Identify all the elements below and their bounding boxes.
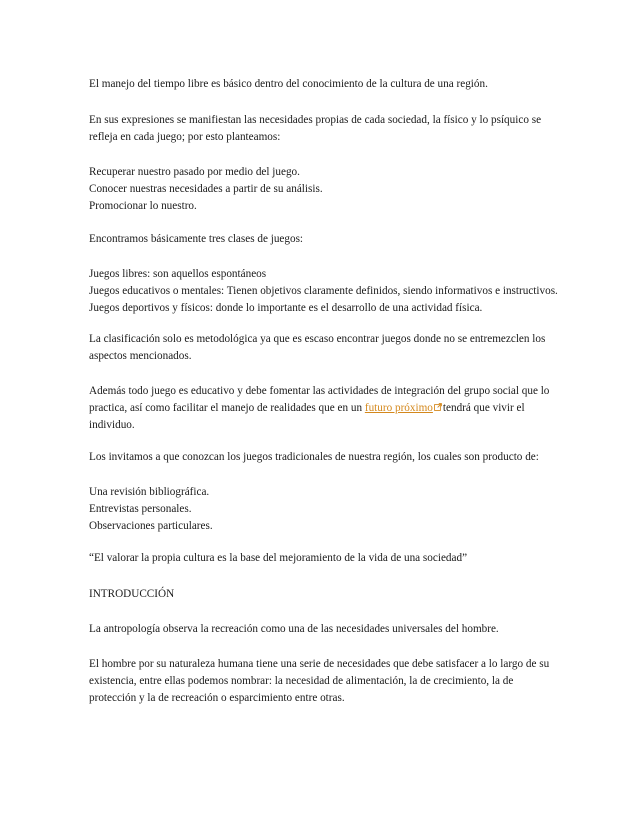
paragraph-educativo xyxy=(89,383,559,434)
text-line: refleja en cada juego; por esto planteamos: xyxy=(89,131,281,143)
heading-introduccion: INTRODUCCIÓN xyxy=(89,588,175,600)
quote-paragraph xyxy=(89,550,559,567)
list-item: Juegos deportivos y físicos: donde lo importante es el desarrollo de una actividad física. xyxy=(89,302,483,314)
text-segment: tendrá que vivir el xyxy=(442,402,525,414)
paragraph-objectives xyxy=(89,164,559,215)
text-line: Los invitamos a que conozcan los juegos tradicionales de nuestra región, los cuales son producto de: xyxy=(89,451,539,463)
paragraph-expresiones xyxy=(89,112,559,146)
text-line: El hombre por su naturaleza humana tiene una serie de necesidades que debe satisfacer a lo largo de su xyxy=(89,658,550,670)
list-item: Una revisión bibliográfica. xyxy=(89,486,210,498)
text-line: aspectos mencionados. xyxy=(89,350,192,362)
text-line: Encontramos básicamente tres clases de juegos: xyxy=(89,233,304,245)
list-item: Juegos educativos o mentales: Tienen objetivos claramente definidos, siendo informativos e instructivos. xyxy=(89,285,558,297)
text-line: Además todo juego es educativo y debe fomentar las actividades de integración del grupo social que lo xyxy=(89,385,550,397)
text-line: En sus expresiones se manifiestan las necesidades propias de cada sociedad, la físico y lo psíquico se xyxy=(89,114,542,126)
text-line: La antropología observa la recreación como una de las necesidades universales del hombre. xyxy=(89,623,499,635)
list-item: Recuperar nuestro pasado por medio del juego. xyxy=(89,166,300,178)
list-item: Promocionar lo nuestro. xyxy=(89,200,197,212)
paragraph-invitacion xyxy=(89,449,559,466)
text-line: existencia, entre ellas podemos nombrar: la necesidad de alimentación, la de crecimiento, la de xyxy=(89,675,514,687)
paragraph-clases xyxy=(89,231,559,248)
paragraph-necesidades xyxy=(89,656,559,707)
list-item: Conocer nuestras necesidades a partir de su análisis. xyxy=(89,183,323,195)
paragraph-intro xyxy=(89,76,559,93)
list-item: Observaciones particulares. xyxy=(89,520,213,532)
text-line: protección y la de recreación o esparcimiento entre otras. xyxy=(89,692,345,704)
paragraph-fuentes xyxy=(89,484,559,535)
paragraph-antropologia xyxy=(89,621,559,638)
list-item: Entrevistas personales. xyxy=(89,503,192,515)
list-item: Juegos libres: son aquellos espontáneos xyxy=(89,268,267,280)
futuro-proximo-link[interactable]: futuro próximo xyxy=(364,402,433,414)
paragraph-tipos-juegos xyxy=(89,266,559,317)
text-line: La clasificación solo es metodológica ya que es escaso encontrar juegos donde no se entremezclen los xyxy=(89,333,546,345)
text-line xyxy=(89,400,559,417)
paragraph-clasificacion xyxy=(89,331,559,365)
quote-text: “El valorar la propia cultura es la base del mejoramiento de la vida de una sociedad” xyxy=(89,552,468,564)
section-heading xyxy=(89,586,559,603)
text-line: individuo. xyxy=(89,419,135,431)
text-line: El manejo del tiempo libre es básico dentro del conocimiento de la cultura de una región. xyxy=(89,78,488,90)
text-segment: practica, así como facilitar el manejo de realidades que en un xyxy=(89,402,365,414)
external-link-icon[interactable] xyxy=(434,403,442,411)
